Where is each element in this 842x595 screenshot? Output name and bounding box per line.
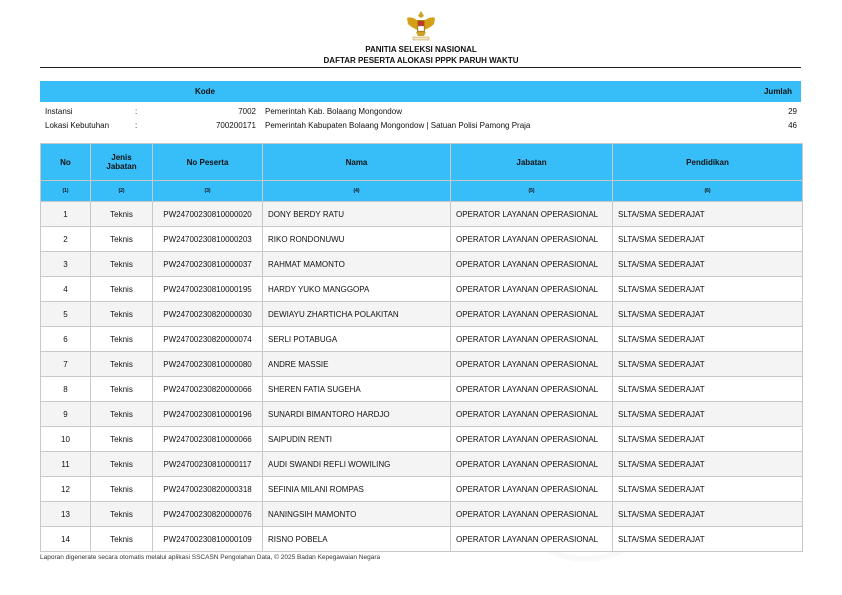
cell-jabatan: OPERATOR LAYANAN OPERASIONAL bbox=[451, 427, 613, 452]
table-row bbox=[41, 427, 803, 452]
summary-code: 700200171 bbox=[215, 121, 256, 130]
jumlah-label: Jumlah bbox=[763, 87, 792, 96]
table-row bbox=[41, 477, 803, 502]
table-row bbox=[41, 327, 803, 352]
table-row bbox=[41, 402, 803, 427]
cell-jenis-jabatan: Teknis bbox=[91, 252, 153, 277]
table-row bbox=[41, 252, 803, 277]
cell-jenis-jabatan: Teknis bbox=[91, 327, 153, 352]
cell-no-peserta: PW24700230810000066 bbox=[153, 427, 263, 452]
cell-jenis-jabatan: Teknis bbox=[91, 402, 153, 427]
cell-jenis-jabatan: Teknis bbox=[91, 377, 153, 402]
summary-row-lokasi bbox=[40, 120, 801, 133]
cell-no-peserta: PW24700230820000318 bbox=[153, 477, 263, 502]
cell-jabatan: OPERATOR LAYANAN OPERASIONAL bbox=[451, 477, 613, 502]
cell-jenis-jabatan: Teknis bbox=[91, 427, 153, 452]
table-body bbox=[41, 202, 803, 552]
column-header-jenis-jabatan: Jenis Jabatan bbox=[91, 144, 153, 181]
cell-nama: HARDY YUKO MANGGOPA bbox=[263, 277, 451, 302]
page-subtitle: DAFTAR PESERTA ALOKASI PPPK PARUH WAKTU bbox=[323, 56, 519, 65]
cell-pendidikan: SLTA/SMA SEDERAJAT bbox=[613, 502, 803, 527]
table-row bbox=[41, 277, 803, 302]
cell-jenis-jabatan: Teknis bbox=[91, 452, 153, 477]
cell-no-peserta: PW24700230810000195 bbox=[153, 277, 263, 302]
summary-label: Lokasi Kebutuhan bbox=[45, 121, 110, 130]
column-number: (3) bbox=[153, 181, 263, 202]
header-divider bbox=[40, 67, 801, 68]
cell-no: 3 bbox=[41, 252, 91, 277]
cell-no: 14 bbox=[41, 527, 91, 552]
summary-row-instansi bbox=[40, 106, 801, 119]
summary-colon: : bbox=[135, 107, 138, 116]
cell-jabatan: OPERATOR LAYANAN OPERASIONAL bbox=[451, 227, 613, 252]
kode-label: Kode bbox=[195, 87, 215, 96]
cell-jabatan: OPERATOR LAYANAN OPERASIONAL bbox=[451, 402, 613, 427]
table-row bbox=[41, 502, 803, 527]
cell-pendidikan: SLTA/SMA SEDERAJAT bbox=[613, 252, 803, 277]
cell-nama: NANINGSIH MAMONTO bbox=[263, 502, 451, 527]
cell-no-peserta: PW24700230810000037 bbox=[153, 252, 263, 277]
cell-jenis-jabatan: Teknis bbox=[91, 227, 153, 252]
summary-code: 7002 bbox=[238, 107, 256, 116]
cell-no: 7 bbox=[41, 352, 91, 377]
column-number: (4) bbox=[263, 181, 451, 202]
table-row bbox=[41, 527, 803, 552]
cell-pendidikan: SLTA/SMA SEDERAJAT bbox=[613, 327, 803, 352]
cell-no: 1 bbox=[41, 202, 91, 227]
cell-jabatan: OPERATOR LAYANAN OPERASIONAL bbox=[451, 252, 613, 277]
cell-no-peserta: PW24700230810000020 bbox=[153, 202, 263, 227]
cell-jenis-jabatan: Teknis bbox=[91, 477, 153, 502]
cell-no: 10 bbox=[41, 427, 91, 452]
cell-pendidikan: SLTA/SMA SEDERAJAT bbox=[613, 402, 803, 427]
cell-no-peserta: PW24700230810000203 bbox=[153, 227, 263, 252]
page-title: PANITIA SELEKSI NASIONAL bbox=[365, 45, 477, 54]
cell-jabatan: OPERATOR LAYANAN OPERASIONAL bbox=[451, 527, 613, 552]
column-number: (5) bbox=[451, 181, 613, 202]
cell-pendidikan: SLTA/SMA SEDERAJAT bbox=[613, 277, 803, 302]
cell-nama: SUNARDI BIMANTORO HARDJO bbox=[263, 402, 451, 427]
cell-no: 9 bbox=[41, 402, 91, 427]
cell-pendidikan: SLTA/SMA SEDERAJAT bbox=[613, 452, 803, 477]
cell-no: 6 bbox=[41, 327, 91, 352]
cell-no: 5 bbox=[41, 302, 91, 327]
cell-no: 11 bbox=[41, 452, 91, 477]
cell-pendidikan: SLTA/SMA SEDERAJAT bbox=[613, 377, 803, 402]
cell-jabatan: OPERATOR LAYANAN OPERASIONAL bbox=[451, 277, 613, 302]
cell-no-peserta: PW24700230820000066 bbox=[153, 377, 263, 402]
cell-jenis-jabatan: Teknis bbox=[91, 352, 153, 377]
table-header-row bbox=[41, 144, 803, 181]
cell-no-peserta: PW24700230820000030 bbox=[153, 302, 263, 327]
summary-label: Instansi bbox=[45, 107, 73, 116]
cell-jenis-jabatan: Teknis bbox=[91, 302, 153, 327]
table-row bbox=[41, 227, 803, 252]
column-header-pendidikan: Pendidikan bbox=[613, 144, 803, 181]
cell-pendidikan: SLTA/SMA SEDERAJAT bbox=[613, 477, 803, 502]
cell-pendidikan: SLTA/SMA SEDERAJAT bbox=[613, 352, 803, 377]
cell-no: 13 bbox=[41, 502, 91, 527]
cell-nama: RIKO RONDONUWU bbox=[263, 227, 451, 252]
cell-no-peserta: PW24700230810000196 bbox=[153, 402, 263, 427]
table-row bbox=[41, 302, 803, 327]
table-row bbox=[41, 452, 803, 477]
cell-no: 4 bbox=[41, 277, 91, 302]
cell-no: 8 bbox=[41, 377, 91, 402]
garuda-emblem-icon bbox=[403, 8, 439, 44]
column-number: (6) bbox=[613, 181, 803, 202]
cell-no-peserta: PW24700230810000080 bbox=[153, 352, 263, 377]
summary-count: 46 bbox=[788, 121, 797, 130]
summary-colon: : bbox=[135, 121, 138, 130]
cell-pendidikan: SLTA/SMA SEDERAJAT bbox=[613, 202, 803, 227]
column-header-no: No bbox=[41, 144, 91, 181]
cell-nama: SAIPUDIN RENTI bbox=[263, 427, 451, 452]
summary-count: 29 bbox=[788, 107, 797, 116]
cell-nama: RISNO POBELA bbox=[263, 527, 451, 552]
cell-jabatan: OPERATOR LAYANAN OPERASIONAL bbox=[451, 352, 613, 377]
cell-nama: DEWIAYU ZHARTICHA POLAKITAN bbox=[263, 302, 451, 327]
cell-jenis-jabatan: Teknis bbox=[91, 277, 153, 302]
cell-jenis-jabatan: Teknis bbox=[91, 527, 153, 552]
summary-description: Pemerintah Kab. Bolaang Mongondow bbox=[265, 107, 402, 116]
column-number: (2) bbox=[91, 181, 153, 202]
cell-no-peserta: PW24700230810000109 bbox=[153, 527, 263, 552]
cell-jabatan: OPERATOR LAYANAN OPERASIONAL bbox=[451, 377, 613, 402]
table-row bbox=[41, 202, 803, 227]
cell-jabatan: OPERATOR LAYANAN OPERASIONAL bbox=[451, 502, 613, 527]
summary-header-bar bbox=[40, 81, 801, 102]
column-header-no-peserta: No Peserta bbox=[153, 144, 263, 181]
cell-jenis-jabatan: Teknis bbox=[91, 502, 153, 527]
cell-no-peserta: PW24700230820000076 bbox=[153, 502, 263, 527]
cell-nama: DONY BERDY RATU bbox=[263, 202, 451, 227]
cell-jabatan: OPERATOR LAYANAN OPERASIONAL bbox=[451, 327, 613, 352]
cell-jabatan: OPERATOR LAYANAN OPERASIONAL bbox=[451, 302, 613, 327]
cell-no: 12 bbox=[41, 477, 91, 502]
column-header-jabatan: Jabatan bbox=[451, 144, 613, 181]
column-number-row bbox=[41, 181, 803, 202]
cell-jabatan: OPERATOR LAYANAN OPERASIONAL bbox=[451, 452, 613, 477]
cell-pendidikan: SLTA/SMA SEDERAJAT bbox=[613, 227, 803, 252]
cell-no-peserta: PW24700230820000074 bbox=[153, 327, 263, 352]
cell-nama: ANDRE MASSIE bbox=[263, 352, 451, 377]
column-header-nama: Nama bbox=[263, 144, 451, 181]
table-row bbox=[41, 377, 803, 402]
cell-pendidikan: SLTA/SMA SEDERAJAT bbox=[613, 302, 803, 327]
summary-description: Pemerintah Kabupaten Bolaang Mongondow | Satuan Polisi Pamong Praja bbox=[265, 121, 531, 130]
cell-nama: SHEREN FATIA SUGEHA bbox=[263, 377, 451, 402]
footer-note: Laporan digenerate secara otomatis melalui aplikasi SSCASN Pengolahan Data, © 2025 Badan Kepegawaian Negara bbox=[40, 554, 381, 561]
cell-no-peserta: PW24700230810000117 bbox=[153, 452, 263, 477]
cell-pendidikan: SLTA/SMA SEDERAJAT bbox=[613, 527, 803, 552]
cell-nama: SEFINIA MILANI ROMPAS bbox=[263, 477, 451, 502]
participants-table bbox=[40, 143, 803, 552]
column-number: (1) bbox=[41, 181, 91, 202]
table-row bbox=[41, 352, 803, 377]
cell-pendidikan: SLTA/SMA SEDERAJAT bbox=[613, 427, 803, 452]
cell-nama: RAHMAT MAMONTO bbox=[263, 252, 451, 277]
cell-no: 2 bbox=[41, 227, 91, 252]
cell-nama: SERLI POTABUGA bbox=[263, 327, 451, 352]
cell-jenis-jabatan: Teknis bbox=[91, 202, 153, 227]
cell-nama: AUDI SWANDI REFLI WOWILING bbox=[263, 452, 451, 477]
cell-jabatan: OPERATOR LAYANAN OPERASIONAL bbox=[451, 202, 613, 227]
